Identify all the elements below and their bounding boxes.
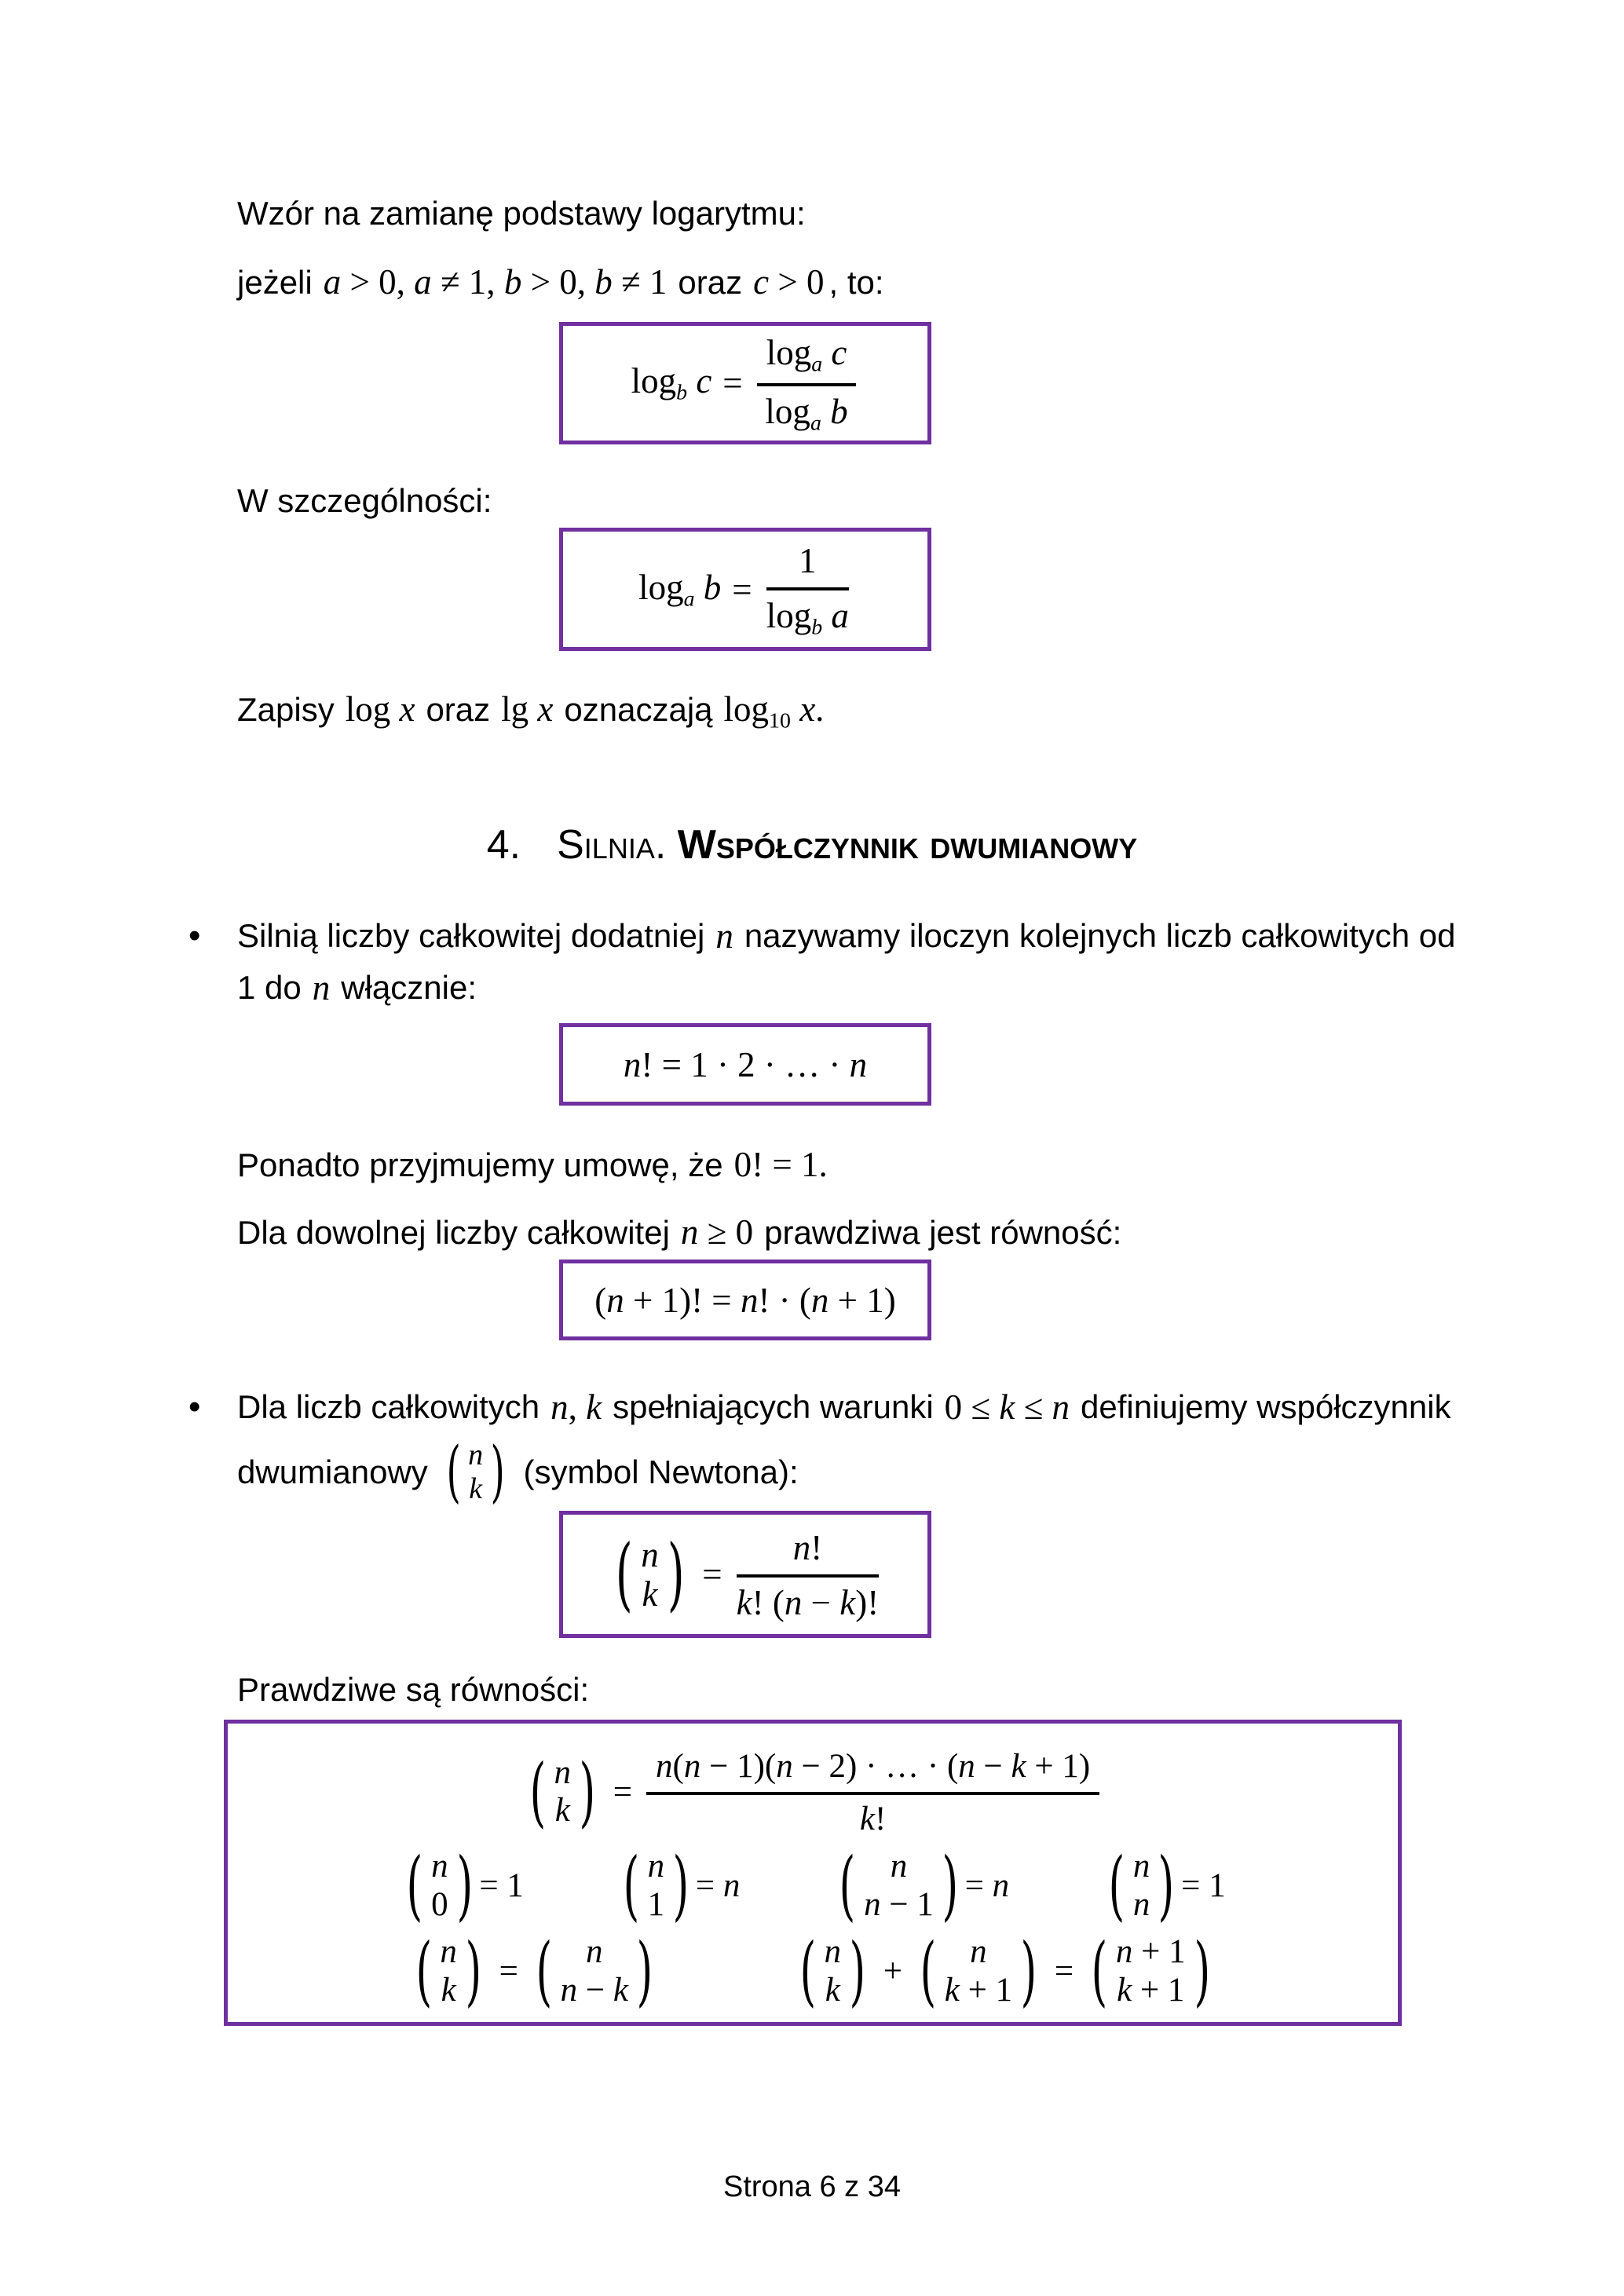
note-suffix: oznaczają — [564, 691, 713, 728]
note-mid: oraz — [426, 691, 491, 728]
binomial-bottom: k — [554, 1792, 570, 1829]
section-heading — [0, 821, 1624, 868]
bullet2-line1-suffix: definiujemy współczynnik — [1081, 1388, 1451, 1425]
factorial-formula: n! = 1 · 2 · … · n — [623, 1044, 868, 1084]
zero-factorial-text — [237, 1139, 839, 1192]
bullet2-line2-prefix: dwumianowy — [237, 1453, 428, 1490]
binomial-bottom: k — [441, 1971, 456, 2009]
identity-pascal-rule — [793, 1926, 1217, 2016]
binomial-bottom: n — [1132, 1885, 1150, 1923]
log-reciprocal-formula-box — [559, 528, 931, 651]
binomial-symbol — [1084, 1926, 1216, 2016]
fraction — [757, 331, 857, 437]
right-paren: ) — [579, 1746, 596, 1836]
right-paren: ) — [465, 1926, 482, 2016]
left-paren: ( — [615, 1527, 633, 1621]
binomial-bottom: 1 — [647, 1885, 665, 1923]
fraction-numerator: loga c — [757, 331, 857, 386]
math-expression: log x — [345, 689, 415, 729]
fraction-denominator: logb a — [766, 595, 849, 640]
right-paren: ) — [636, 1926, 653, 2016]
identity-row-2 — [228, 1841, 1398, 1930]
note-prefix: Zapisy — [237, 691, 335, 728]
bullet-item-binomial — [188, 1387, 1451, 1511]
binomial-identities-box — [224, 1720, 1402, 2026]
condition-mid: oraz — [678, 264, 743, 301]
binomial-top: n — [468, 1439, 484, 1472]
left-paren: ( — [1108, 1841, 1125, 1930]
math-expression: n ≥ 0 — [680, 1212, 754, 1252]
right-paren: ) — [849, 1926, 866, 2016]
math-expression: n — [312, 968, 331, 1007]
binomial-top: n — [647, 1848, 665, 1885]
identity-rhs: = n — [695, 1867, 741, 1905]
bullet2-line1-prefix: Dla liczb całkowitych — [237, 1388, 540, 1425]
factorial-recursion-box — [559, 1260, 931, 1340]
factorial-definition-box — [559, 1023, 931, 1106]
log-condition-text — [237, 256, 884, 309]
identity-row-3 — [228, 1926, 1398, 2016]
math-expression: lg x — [501, 689, 554, 729]
section-title-part1: Silnia. — [557, 822, 667, 868]
binomial-symbol — [529, 1926, 660, 2016]
formula-lhs: loga b — [638, 567, 722, 612]
bullet2-line2-suffix: (symbol Newtona): — [523, 1453, 799, 1490]
condition-suffix: , to: — [828, 264, 884, 301]
recursion-formula: (n + 1)! = n! · (n + 1) — [594, 1280, 896, 1320]
binomial-bottom: n − 1 — [864, 1885, 934, 1923]
right-paren: ) — [667, 1527, 685, 1621]
binomial-symbol — [400, 1841, 479, 1930]
equals-sign: = — [702, 1555, 722, 1594]
math-expression: a > 0, a ≠ 1, b > 0, b ≠ 1 — [323, 262, 668, 302]
fraction-numerator: 1 — [766, 539, 849, 590]
right-paren: ) — [1194, 1926, 1210, 2016]
identity-n-choose-0 — [400, 1841, 524, 1930]
plus-sign: + — [883, 1953, 902, 1991]
right-paren: ) — [490, 1433, 505, 1511]
identity-n-choose-n-minus-1 — [832, 1841, 1010, 1930]
binomial-bottom: k + 1 — [1117, 1971, 1185, 2009]
section-number: 4. — [486, 822, 521, 868]
page-number: Strona 6 z 34 — [722, 2170, 902, 2203]
fraction — [766, 539, 849, 640]
left-paren: ( — [415, 1926, 432, 2016]
fraction-denominator: k! — [859, 1801, 887, 1837]
binomial-symbol — [793, 1926, 872, 2016]
binomial-symbol — [609, 1527, 692, 1621]
binomial-bottom: k + 1 — [944, 1971, 1013, 2009]
binomial-symbol — [441, 1433, 511, 1511]
math-expression: 0! = 1. — [733, 1145, 828, 1184]
left-paren: ( — [623, 1841, 640, 1930]
bullet-marker: • — [188, 1387, 201, 1426]
identity-rhs: = 1 — [1181, 1867, 1226, 1905]
log-notation-note — [237, 683, 835, 737]
binomial-top: n — [586, 1933, 603, 1971]
left-paren: ( — [920, 1926, 937, 2016]
condition-prefix: jeżeli — [237, 264, 313, 301]
bullet1-line1-suffix: nazywamy iloczyn kolejnych liczb całkowitych od — [744, 917, 1456, 954]
binomial-top: n — [431, 1848, 448, 1885]
binomial-top: n + 1 — [1115, 1933, 1186, 1971]
left-paren: ( — [529, 1746, 547, 1836]
left-paren: ( — [839, 1841, 856, 1930]
identity-n-choose-1 — [616, 1841, 741, 1930]
equals-sign: = — [499, 1953, 518, 1991]
right-paren: ) — [942, 1841, 959, 1930]
change-of-base-formula-box — [559, 322, 931, 444]
binomial-top: n — [440, 1933, 457, 1971]
binomial-bottom: 0 — [431, 1885, 448, 1923]
identity-rhs: = n — [964, 1867, 1010, 1905]
math-expression: log10 x. — [723, 689, 825, 733]
formula-lhs: logb c — [631, 361, 712, 405]
fraction — [737, 1526, 880, 1623]
identities-intro-text: Prawdziwe są równości: — [237, 1671, 590, 1708]
section-title-part2: Współczynnik dwumianowy — [677, 822, 1138, 868]
left-paren: ( — [799, 1926, 816, 2016]
binomial-top: n — [824, 1933, 841, 1971]
bullet1-line2-suffix: włącznie: — [341, 969, 477, 1006]
binomial-symbol — [409, 1926, 488, 2016]
bullet2-line1-mid: spełniających warunki — [613, 1388, 934, 1425]
equals-sign: = — [1054, 1953, 1074, 1991]
binomial-bottom: k — [825, 1971, 840, 2009]
bullet1-line2-prefix: 1 do — [237, 969, 302, 1006]
identity-rhs: = 1 — [479, 1867, 524, 1905]
right-paren: ) — [672, 1841, 689, 1930]
log-change-intro-text: Wzór na zamianę podstawy logarytmu: — [237, 195, 806, 232]
fraction-numerator: n(n − 1)(n − 2) · … · (n − k + 1) — [646, 1746, 1099, 1795]
fraction-denominator: loga b — [765, 392, 848, 436]
binomial-symbol — [1102, 1841, 1181, 1930]
equals-sign: = — [613, 1773, 633, 1811]
math-expression: n, k — [550, 1387, 602, 1427]
recursion-prefix: Dla dowolnej liczby całkowitej — [237, 1214, 670, 1251]
binomial-symbol — [616, 1841, 696, 1930]
math-expression: 0 ≤ k ≤ n — [944, 1387, 1070, 1427]
binomial-bottom: k — [469, 1472, 483, 1505]
right-paren: ) — [1158, 1841, 1175, 1930]
binomial-top: n — [970, 1933, 987, 1971]
binomial-top: n — [1132, 1848, 1150, 1885]
identity-n-choose-n — [1102, 1841, 1226, 1930]
identity-symmetry — [409, 1926, 660, 2016]
fraction-numerator: n! — [737, 1526, 880, 1578]
equals-sign: = — [732, 569, 752, 609]
identity-row-1 — [228, 1746, 1398, 1838]
factorial-recursion-intro — [237, 1206, 1121, 1260]
binomial-bottom: n − k — [560, 1971, 628, 2009]
equals-sign: = — [722, 364, 743, 403]
left-paren: ( — [1091, 1926, 1108, 2016]
math-expression: n — [715, 916, 733, 956]
binomial-definition-box — [559, 1511, 931, 1638]
recursion-suffix: prawdziwa jest równość: — [764, 1214, 1122, 1251]
particular-case-text: W szczególności: — [237, 482, 492, 519]
right-paren: ) — [456, 1841, 473, 1930]
binomial-top: n — [890, 1848, 908, 1885]
binomial-symbol — [523, 1746, 602, 1836]
left-paren: ( — [406, 1841, 423, 1930]
binomial-symbol — [832, 1841, 964, 1930]
fraction — [646, 1746, 1099, 1838]
bullet-item-factorial — [188, 916, 1456, 1008]
bullet1-line1-prefix: Silnią liczby całkowitej dodatniej — [237, 917, 705, 954]
zero-factorial-prefix: Ponadto przyjmujemy umowę, że — [237, 1146, 723, 1183]
fraction-denominator: k! (n − k)! — [736, 1583, 880, 1622]
bullet-marker: • — [188, 916, 201, 955]
binomial-symbol — [913, 1926, 1044, 2016]
right-paren: ) — [1020, 1926, 1037, 2016]
binomial-bottom: k — [642, 1574, 658, 1614]
math-expression: c > 0 — [753, 262, 825, 302]
binomial-top: n — [641, 1534, 659, 1574]
left-paren: ( — [446, 1433, 461, 1511]
left-paren: ( — [536, 1926, 553, 2016]
binomial-top: n — [554, 1753, 572, 1791]
